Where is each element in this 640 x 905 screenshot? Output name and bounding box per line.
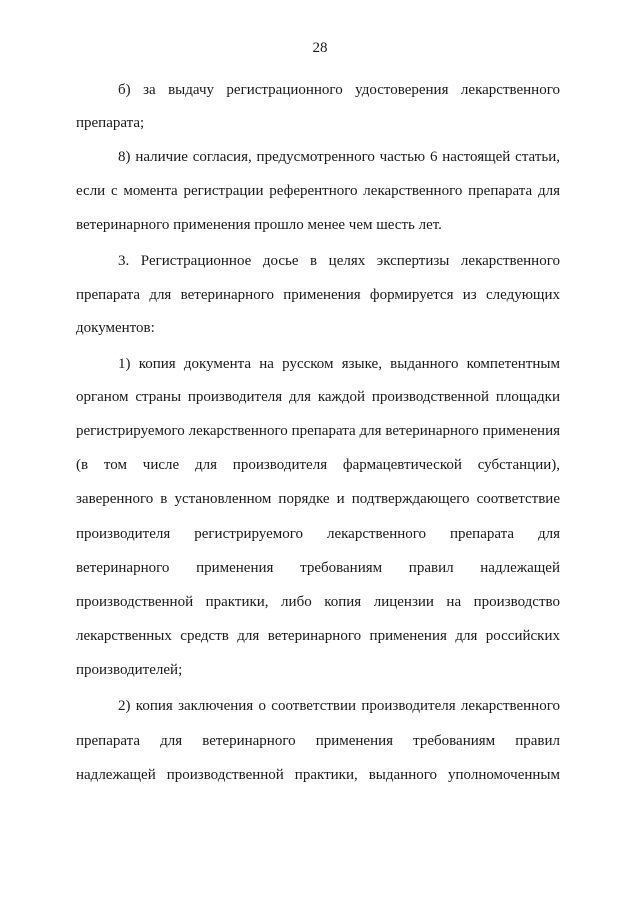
text-line: 8) наличие согласия, предусмотренного частью 6 настоящей статьи, — [118, 149, 560, 165]
text-line: препарата для ветеринарного применения требованиям правил — [76, 733, 560, 749]
text-line: препарата; — [76, 115, 145, 131]
text-line: препарата для ветеринарного применения формируется из следующих — [76, 287, 560, 303]
text-line: ветеринарного применения прошло менее чем шесть лет. — [76, 217, 442, 233]
text-line: лекарственных средств для ветеринарного применения для российских — [76, 628, 560, 644]
text-line: производителей; — [76, 662, 183, 678]
text-line: регистрируемого лекарственного препарата для ветеринарного применения — [76, 423, 560, 439]
text-line: б) за выдачу регистрационного удостоверения лекарственного — [118, 82, 560, 98]
text-line: производителя регистрируемого лекарственного препарата для — [76, 526, 560, 542]
text-line: ветеринарного применения требованиям правил надлежащей — [76, 560, 560, 576]
text-line: 1) копия документа на русском языке, выданного компетентным — [118, 356, 560, 372]
text-line: документов: — [76, 320, 155, 336]
text-line: производственной практики, либо копия лицензии на производство — [76, 594, 560, 610]
text-line: 2) копия заключения о соответствии производителя лекарственного — [118, 698, 560, 714]
page-number: 28 — [312, 40, 328, 56]
text-line: органом страны производителя для каждой производственной площадки — [76, 389, 560, 405]
text-line: заверенного в установленном порядке и подтверждающего соответствие — [76, 491, 560, 507]
text-line: надлежащей производственной практики, выданного уполномоченным — [76, 767, 560, 783]
text-line: (в том числе для производителя фармацевтической субстанции), — [76, 457, 560, 473]
text-line: если с момента регистрации референтного лекарственного препарата для — [76, 183, 560, 199]
text-line: 3. Регистрационное досье в целях экспертизы лекарственного — [118, 253, 560, 269]
